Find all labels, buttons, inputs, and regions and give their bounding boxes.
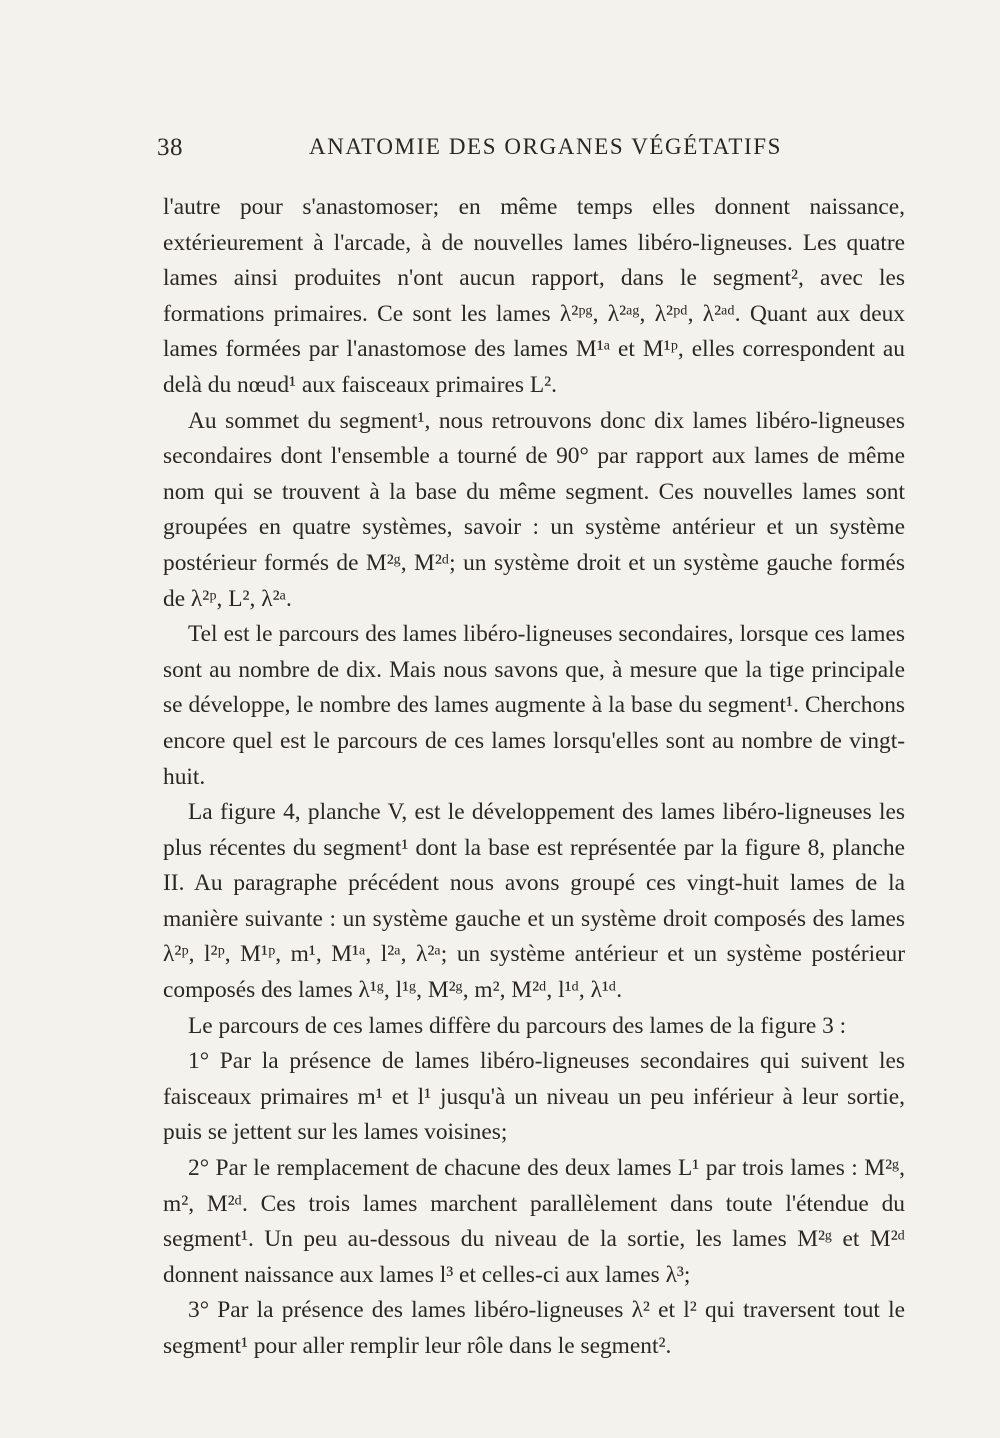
running-title: ANATOMIE DES ORGANES VÉGÉTATIFS	[309, 134, 783, 159]
paragraph-3: Tel est le parcours des lames libéro-ligneuses secondaires, lorsque ces lames sont au nombre de dix. Mais nous savons que, à mesure que la tige principale se développe, le nombre des lames augmente à la base du segment¹. Cherchons encore quel est le parcours de ces lames lorsqu'elles sont au nombre de vingt-huit.	[163, 621, 905, 790]
paragraph-1: l'autre pour s'anastomoser; en même temps elles donnent naissance, extérieurement à l'arcade, à de nouvelles lames libéro-ligneuses. Les quatre lames ainsi produites n'ont aucun rapport, dans le segment², avec les formations primaires. Ce sont les lames λ²ᵖᵍ, λ²ᵃᵍ, λ²ᵖᵈ, λ²ᵃᵈ. Quant aux deux lames formées par l'anastomose des lames M¹ᵃ et M¹ᵖ, elles correspondent au delà du nœud¹ aux faisceaux primaires L².	[163, 194, 905, 398]
paragraph-6: 1° Par la présence de lames libéro-ligneuses secondaires qui suivent les faisceaux primaires m¹ et l¹ jusqu'à un niveau un peu inférieur à leur sortie, puis se jettent sur les lames voisines;	[163, 1048, 905, 1146]
paragraph-2: Au sommet du segment¹, nous retrouvons donc dix lames libéro-ligneuses secondaires dont l'ensemble a tourné de 90° par rapport aux lames de même nom qui se trouvent à la base du même segment. Ces nouvelles lames sont groupées en quatre systèmes, savoir : un système antérieur et un système postérieur formés de M²ᵍ, M²ᵈ; un système droit et un système gauche formés de λ²ᵖ, L², λ²ᵃ.	[163, 407, 905, 612]
paragraph-5: Le parcours de ces lames diffère du parcours des lames de la figure 3 :	[188, 1012, 847, 1039]
page-number: 38	[157, 134, 183, 161]
page-header	[157, 134, 783, 170]
paragraph-8: 3° Par la présence des lames libéro-ligneuses λ² et l² qui traversent tout le segment¹ pour aller remplir leur rôle dans le segment².	[163, 1297, 905, 1359]
paragraph-7: 2° Par le remplacement de chacune des deux lames L¹ par trois lames : M²ᵍ, m², M²ᵈ. Ces trois lames marchent parallèlement dans toute l'étendue du segment¹. Un peu au-dessous du niveau de la sortie, les lames M²ᵍ et M²ᵈ donnent naissance aux lames l³ et celles-ci aux lames λ³;	[163, 1155, 905, 1288]
paragraph-4: La figure 4, planche V, est le développement des lames libéro-ligneuses les plus récentes du segment¹ dont la base est représentée par la figure 8, planche II. Au paragraphe précédent nous avons groupé ces vingt-huit lames de la manière suivante : un système gauche et un système droit composés des lames λ²ᵖ, l²ᵖ, M¹ᵖ, m¹, M¹ᵃ, l²ᵃ, λ²ᵃ; un système antérieur et un système postérieur composés des lames λ¹ᵍ, l¹ᵍ, M²ᵍ, m², M²ᵈ, l¹ᵈ, λ¹ᵈ.	[163, 799, 905, 1004]
body-text	[163, 190, 905, 1365]
